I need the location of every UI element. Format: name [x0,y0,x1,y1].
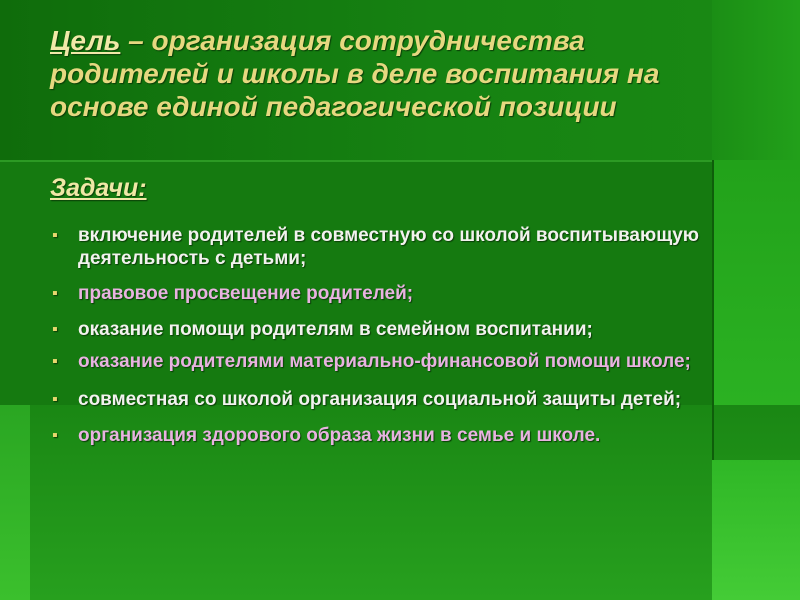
background-bottom-left-panel [0,405,30,600]
task-text: совместная со школой организация социальной защиты детей; [78,389,682,410]
task-text: организация здорового образа жизни в семье и школе. [78,425,601,446]
task-item [50,424,730,447]
task-item [50,224,730,270]
task-item [50,350,730,373]
slide-title [50,24,690,123]
title-goal-word: Цель [50,25,121,56]
tasks-heading: Задачи: [50,174,147,202]
square-bullet-icon: ▪ [52,427,58,444]
square-bullet-icon: ▪ [52,391,58,408]
task-item [50,282,730,305]
task-text: включение родителей в совместную со школой воспитывающую деятельность с детьми; [78,225,700,269]
square-bullet-icon: ▪ [52,285,58,302]
tasks-list [50,224,730,447]
task-item [50,388,730,411]
task-text: оказание помощи родителям в семейном воспитании; [78,319,593,340]
background-divider-line [0,160,712,162]
square-bullet-icon: ▪ [52,353,58,370]
title-text: – организация сотрудничества родителей и школы в деле воспитания на основе единой педагогической позиции [50,25,660,122]
task-text: правовое просвещение родителей; [78,283,414,304]
square-bullet-icon: ▪ [52,227,58,244]
background-bottom-right-panel [712,460,800,600]
task-text: оказание родителями материально-финансовой помощи школе; [78,351,691,372]
task-item [50,318,730,341]
background-right-upper-panel [712,0,800,160]
square-bullet-icon: ▪ [52,321,58,338]
